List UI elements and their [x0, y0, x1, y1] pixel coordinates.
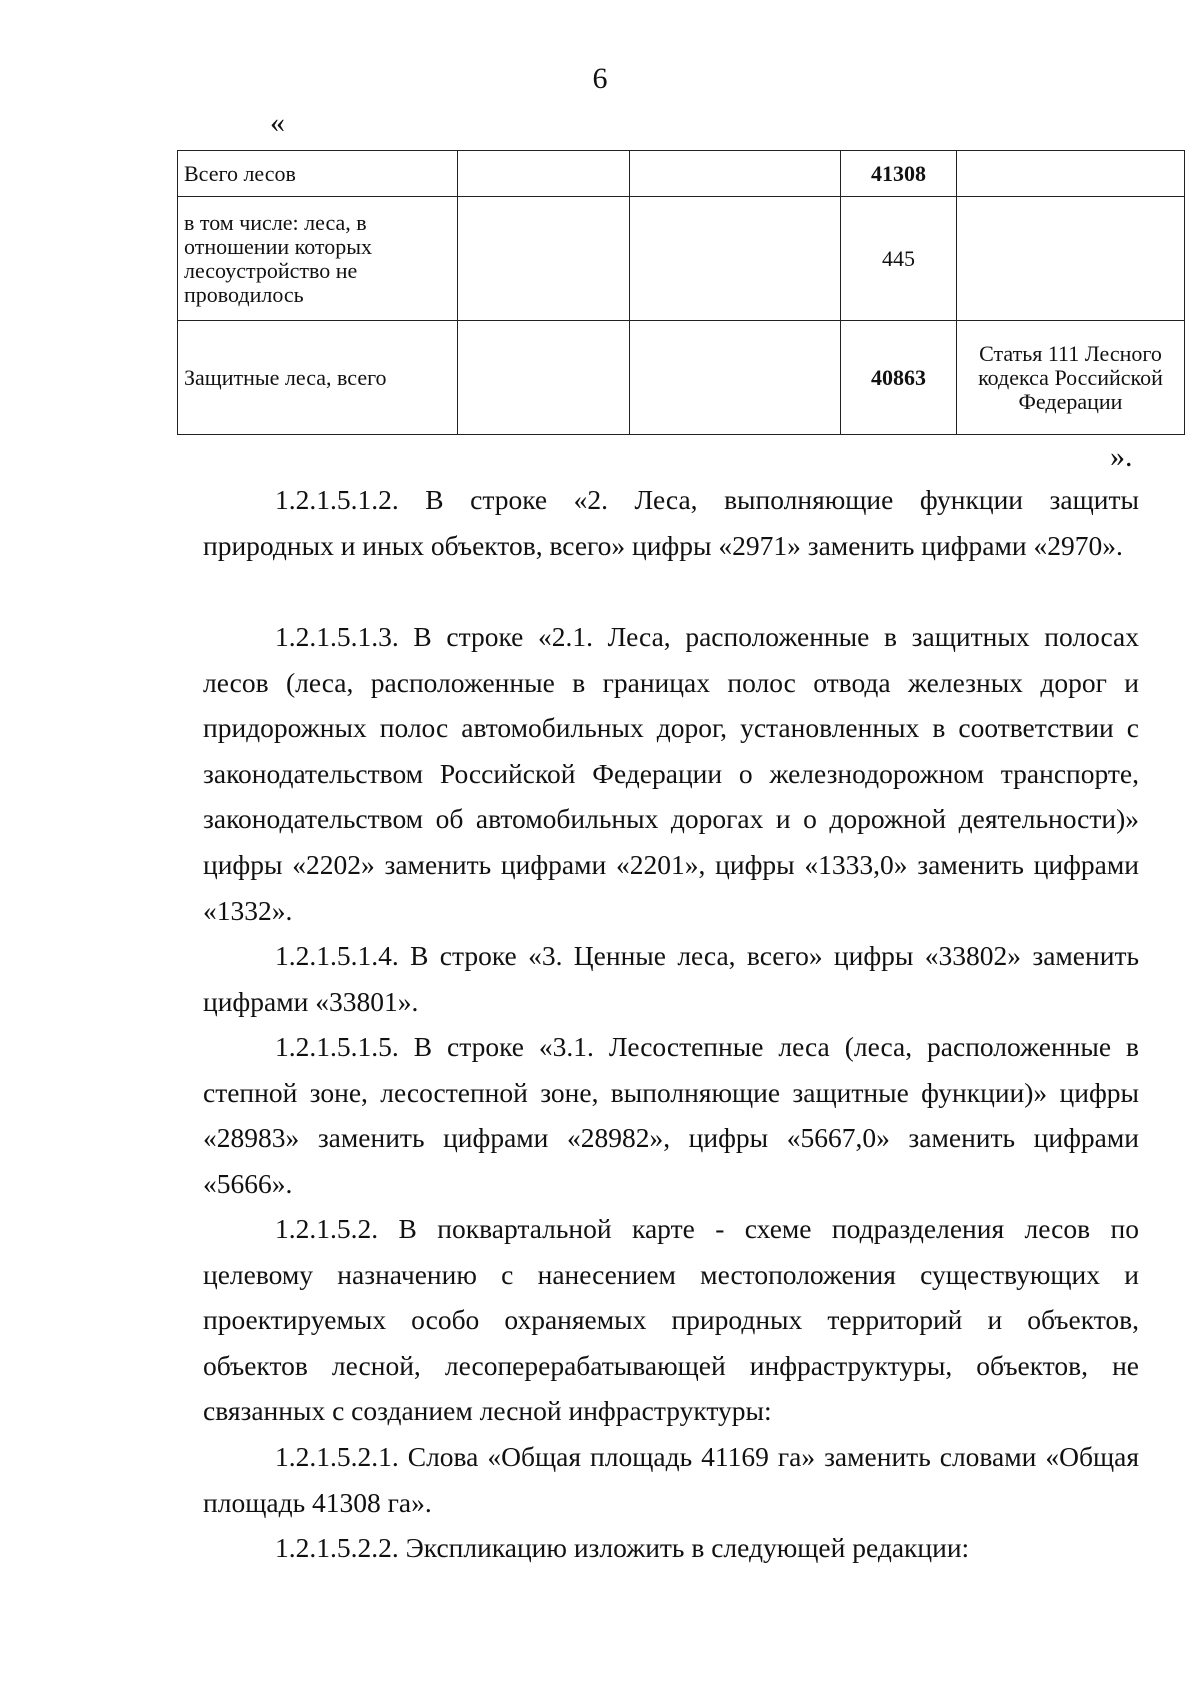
table-cell [458, 151, 630, 197]
closing-quote: ». [1110, 440, 1133, 473]
table-cell-reference [957, 151, 1185, 197]
opening-quote: « [270, 106, 285, 139]
table-cell-reference [957, 197, 1185, 321]
table-row [178, 321, 1185, 435]
paragraph-1-2-1-5-2-2: 1.2.1.5.2.2. Экспликацию изложить в следующей редакции: [275, 1532, 970, 1563]
table-cell [458, 197, 630, 321]
table-cell [458, 321, 630, 435]
paragraph-1-2-1-5-1-3: 1.2.1.5.1.3. В строке «2.1. Леса, расположенные в защитных полосах лесов (леса, расположенные в границах полос отвода железных дорог и придорожных полос автомобильных дорог, установленных в соответствии с законодательством Российской Федерации о железнодорожном транспорте, законодательством об автомобильных дорогах и о дорожной деятельности)» цифры «2202» заменить цифрами «2201», цифры «1333,0» заменить цифрами «1332». [203, 621, 1139, 926]
table-cell-reference: Статья 111 Лесного кодекса Российской Федерации [957, 321, 1185, 435]
paragraph-1-2-1-5-2-1: 1.2.1.5.2.1. Слова «Общая площадь 41169 га» заменить словами «Общая площадь 41308 га». [203, 1441, 1139, 1518]
paragraph-1-2-1-5-1-2: 1.2.1.5.1.2. В строке «2. Леса, выполняющие функции защиты природных и иных объектов, всего» цифры «2971» заменить цифрами «2970». [203, 484, 1139, 561]
paragraph-1-2-1-5-1-4: 1.2.1.5.1.4. В строке «3. Ценные леса, всего» цифры «33802» заменить цифрами «33801». [203, 940, 1139, 1017]
table-row [178, 151, 1185, 197]
paragraph-1-2-1-5-2: 1.2.1.5.2. В поквартальной карте - схеме подразделения лесов по целевому назначению с нанесением местоположения существующих и проектируемых особо охраняемых природных территорий и объектов, объектов лесной, лесоперерабатывающей инфраструктуры, объектов, не связанных с созданием лесной инфраструктуры: [203, 1213, 1139, 1427]
table-cell-label: в том числе: леса, в отношении которых лесоустройство не проводилось [178, 197, 458, 321]
table-cell-label: Защитные леса, всего [178, 321, 458, 435]
table-cell-label: Всего лесов [178, 151, 458, 197]
table-cell [630, 151, 841, 197]
table-row [178, 197, 1185, 321]
table-cell [630, 321, 841, 435]
page-number: 6 [592, 62, 608, 95]
table-cell [630, 197, 841, 321]
table-cell-value: 40863 [841, 321, 957, 435]
paragraph-1-2-1-5-1-5: 1.2.1.5.1.5. В строке «3.1. Лесостепные леса (леса, расположенные в степной зоне, лесостепной зоне, выполняющие защитные функции)» цифры «28983» заменить цифрами «28982», цифры «5667,0» заменить цифрами «5666». [203, 1031, 1139, 1199]
table-cell-value: 445 [841, 197, 957, 321]
explication-table [177, 150, 1185, 435]
table-cell-value: 41308 [841, 151, 957, 197]
